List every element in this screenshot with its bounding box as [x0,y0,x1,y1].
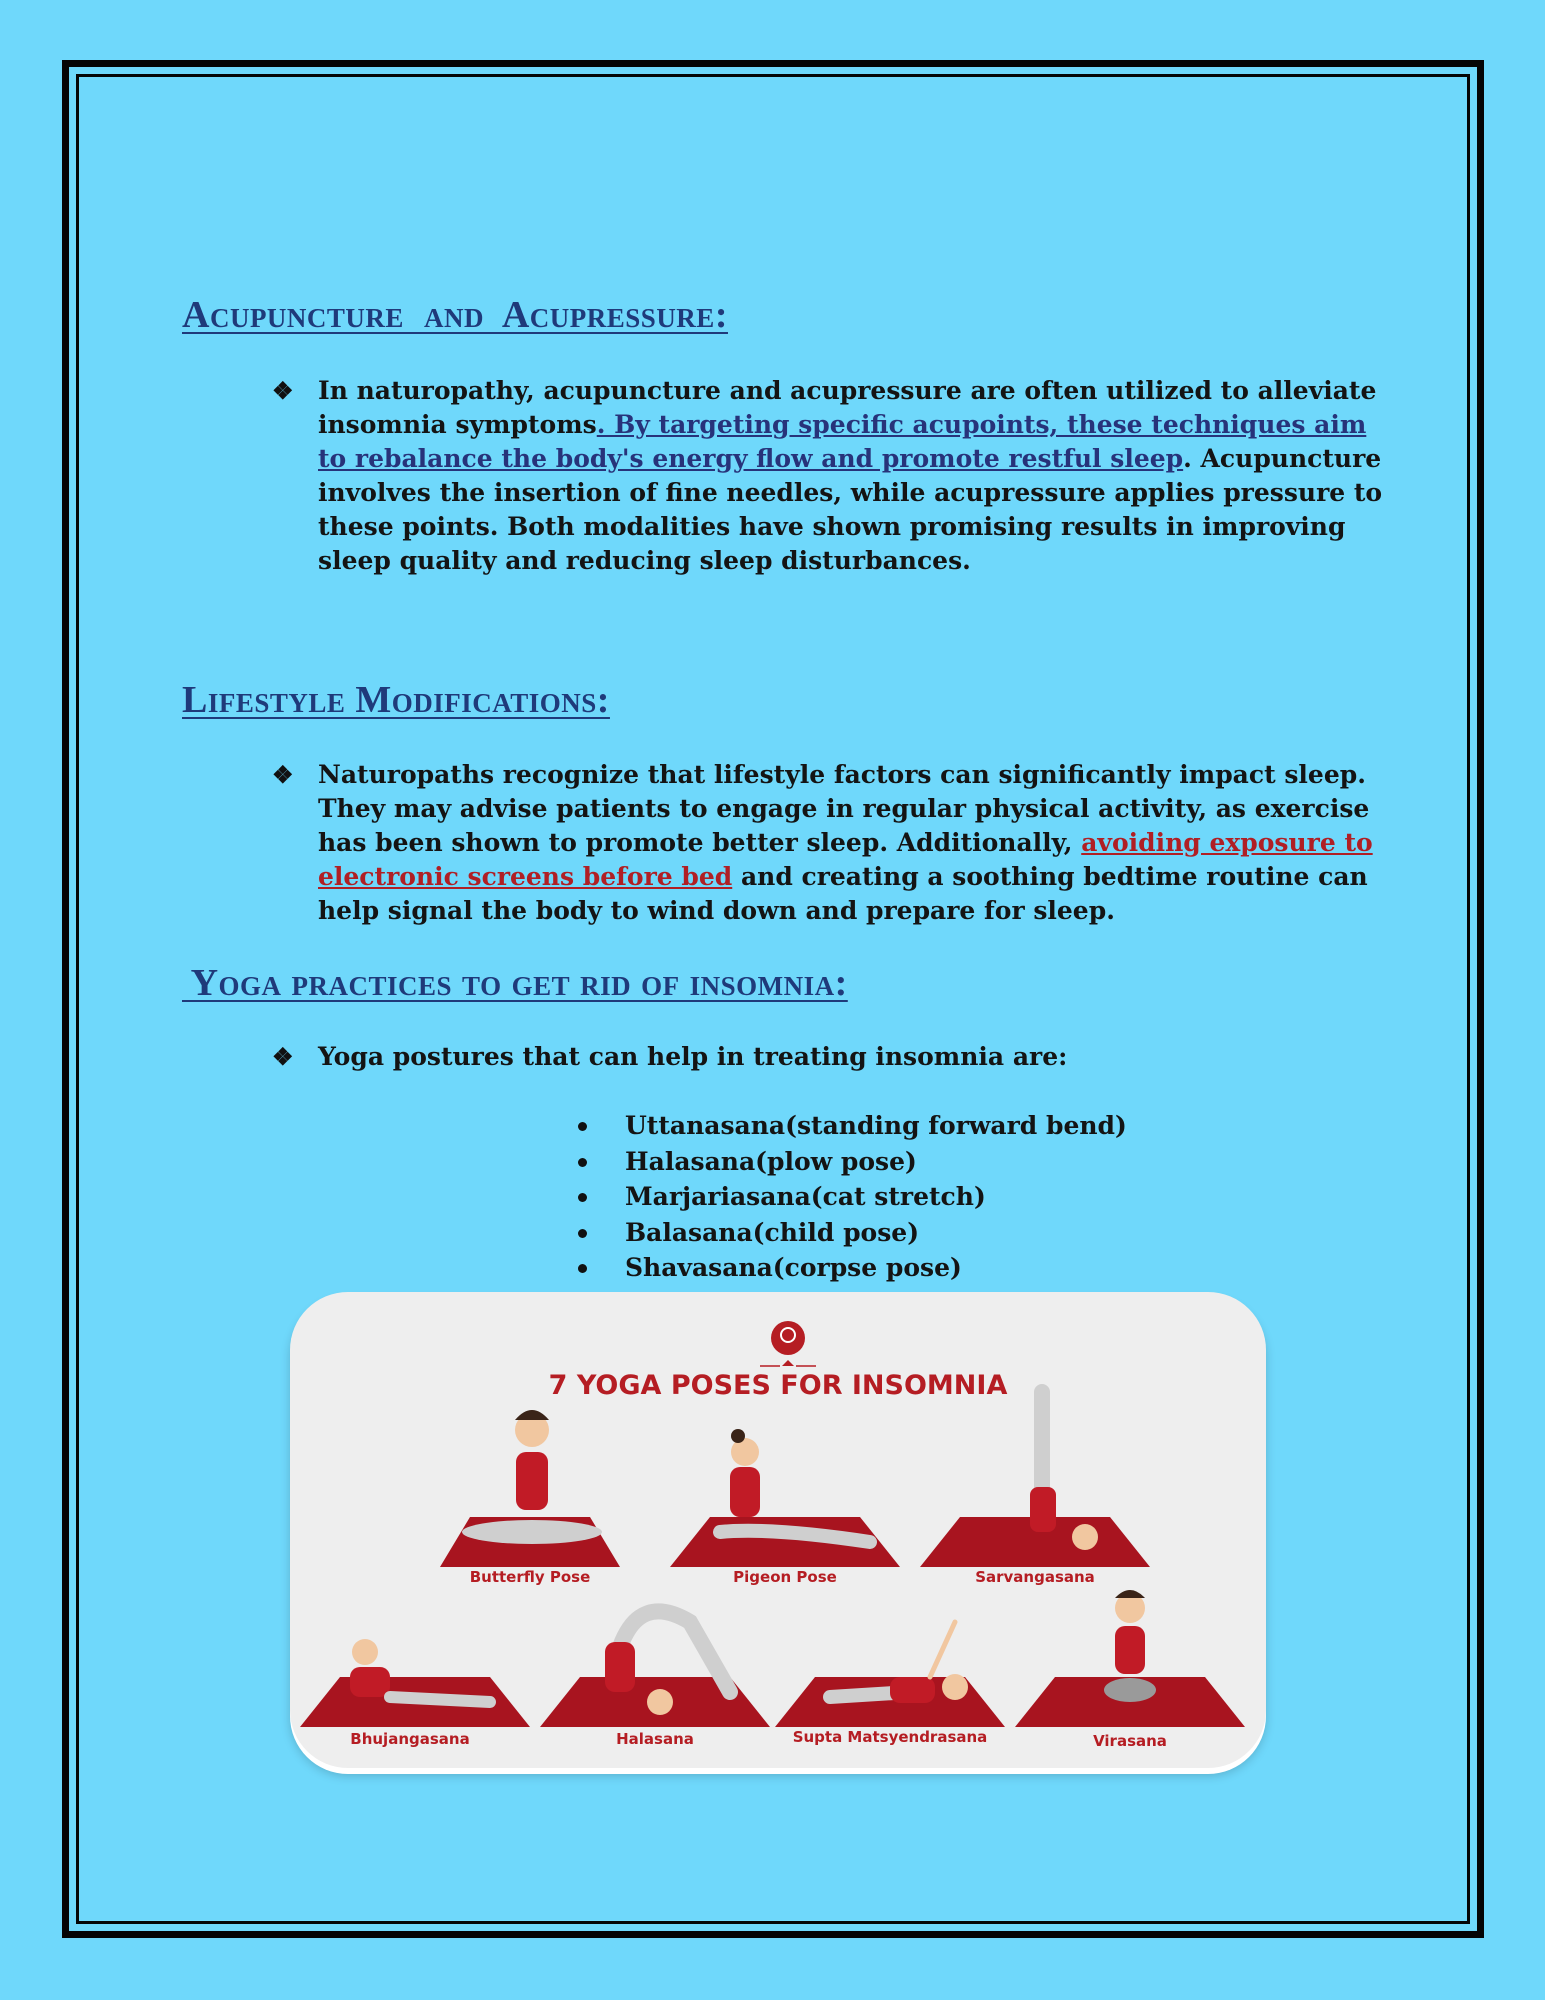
pose-label-pigeon: Pigeon Pose [733,1568,837,1586]
yoga-poses-poster [290,1292,1266,1768]
heading-yoga: Yoga practices to get rid of insomnia: [182,962,848,1004]
diamond-bullet-icon: ❖ [272,1042,294,1071]
heading-lifestyle: Lifestyle Modifications: [182,679,610,721]
bullet-dot-icon [578,1229,587,1238]
pose-label-bhujangasana: Bhujangasana [350,1730,470,1748]
list-item: Uttanasana(standing forward bend) [578,1108,1127,1144]
acupoints-link[interactable]: . By targeting specific acupoints, these techniques aim to rebalance the body's energy flow and promote restful sleep [318,410,1367,473]
pose-label-halasana: Halasana [616,1730,694,1748]
pose-label-supta: Supta Matsyendrasana [792,1728,988,1746]
figure-supta [830,1622,968,1703]
bullet-dot-icon [578,1122,587,1131]
paragraph-acupuncture: ❖ In naturopathy, acupuncture and acupressure are often utilized to alleviate insomnia symptoms. By targeting specific acupoints, these techniques aim to rebalance the body's energy flow and promote restful sleep. Acupuncture involves the insertion of fine needles, while acupressure applies pressure to these points. Both modalities have shown promising results in improving sleep quality and reducing sleep disturbances. [272,376,1383,575]
list-item: Halasana(plow pose) [578,1144,1127,1180]
list-item: Marjariasana(cat stretch) [578,1179,1127,1215]
bullet-dot-icon [578,1158,587,1167]
poster-title: 7 YOGA POSES FOR INSOMNIA [548,1370,1008,1401]
pose-label-virasana: Virasana [1093,1732,1167,1750]
pose-label-sarvangasana: Sarvangasana [975,1568,1095,1586]
bullet-dot-icon [578,1193,587,1202]
screens-link[interactable]: avoiding exposure to electronic screens before bed [318,828,1373,891]
paragraph-yoga: ❖ Yoga postures that can help in treating insomnia are: [318,1040,1388,1074]
yoga-logo-icon [760,1321,816,1366]
diamond-bullet-icon: ❖ [272,376,294,405]
bullet-dot-icon [578,1264,587,1273]
figure-virasana [1104,1590,1156,1702]
pose-label-butterfly: Butterfly Pose [469,1568,591,1586]
figure-butterfly [462,1410,602,1544]
heading-acupuncture: Acupuncture and Acupressure: [182,294,728,336]
poster-illustration [290,1292,1266,1768]
paragraph-lifestyle: ❖ Naturopaths recognize that lifestyle factors can significantly impact sleep. They may advise patients to engage in regular physical activity, as exercise has been shown to promote better sleep. Additionally, avoiding exposure to electronic screens before bed and creating a soothing bedtime routine can help signal the body to wind down and prepare for sleep. [272,760,1373,925]
list-item: Balasana(child pose) [578,1215,1127,1251]
list-item: Shavasana(corpse pose) [578,1250,1127,1286]
yoga-pose-list [578,1108,1127,1286]
mat-supta [775,1677,1005,1727]
diamond-bullet-icon: ❖ [272,760,294,789]
